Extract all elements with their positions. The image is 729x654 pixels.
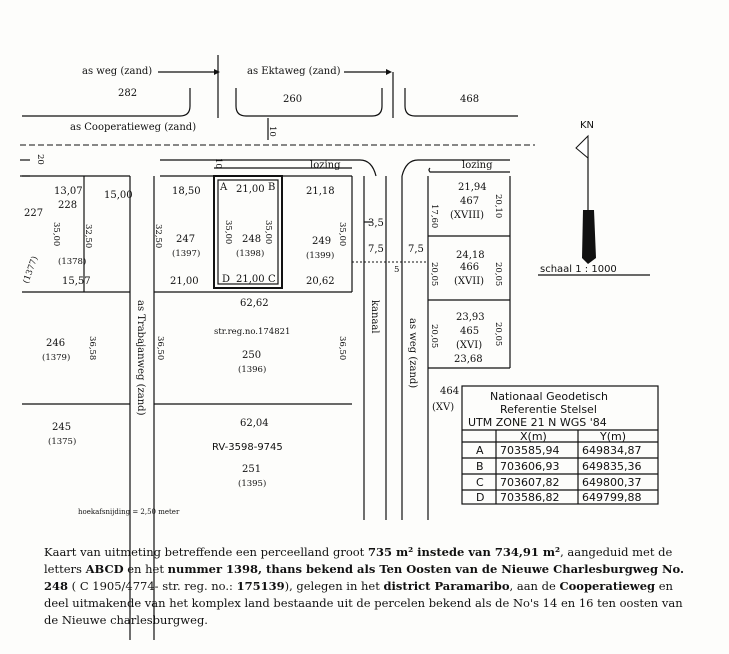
corner-B: B [268, 182, 276, 193]
dim-15-00: 15,00 [104, 190, 133, 201]
caption-text: Kaart van uitmeting betreffende een perceelland groot [44, 545, 368, 559]
dim-21-18: 21,18 [306, 186, 335, 197]
caption-text: en het [123, 562, 168, 576]
dim-7-5a: 7,5 [368, 244, 384, 255]
dim-20-05a: 20,05 [429, 262, 439, 287]
coord-row-pt: A [476, 444, 484, 457]
parcel-260: 260 [283, 94, 303, 105]
dim-62-04: 62,04 [240, 418, 269, 429]
north-label: KN [580, 120, 595, 131]
caption-bold: nummer 1398, thans bekend als Ten Oosten van de Nieuwe Charlesburgweg No. 248 [44, 562, 684, 593]
dim-35-00-d: 35,00 [337, 222, 347, 247]
coord-row-x: 703586,82 [500, 491, 560, 504]
dim-7-5b: 7,5 [408, 244, 424, 255]
parcel-XV: (XV) [432, 402, 455, 413]
parcel-XVI: (XVI) [456, 340, 483, 351]
dim-36-50b: 36,50 [337, 336, 347, 361]
dim-20: 20 [35, 154, 45, 165]
dim-35-00-c: 35,00 [263, 220, 273, 245]
caption-bold: Cooperatieweg [559, 579, 656, 593]
dim-20-05d: 20,05 [493, 322, 503, 347]
parcel-467: 467 [460, 196, 480, 207]
coord-row-x: 703607,82 [500, 476, 560, 489]
parcel-XVII: (XVII) [454, 276, 485, 287]
caption-text: , aangeduid met de letters [44, 545, 673, 576]
parcel-465: 465 [460, 326, 480, 337]
parcel-464: 464 [440, 386, 460, 397]
road-label-lozing-2: lozing [462, 160, 493, 171]
parcel-228: 228 [58, 200, 78, 211]
hoekafsnijding-note: hoekafsnijding = 2,50 meter [78, 508, 180, 516]
caption-bold: 735 m² instede van 734,91 m² [367, 545, 561, 559]
dim-13-07: 13,07 [54, 186, 83, 197]
dim-10b: 10 [213, 158, 223, 169]
dim-20-10: 20,10 [493, 194, 503, 219]
parcel-1379: (1379) [42, 353, 71, 363]
coord-row-y: 649799,88 [582, 491, 642, 504]
parcel-246: 246 [46, 338, 66, 349]
caption-bold: ABCD [85, 562, 124, 576]
coord-table-title1: Nationaal Geodetisch [490, 390, 608, 403]
dim-17-60: 17,60 [429, 204, 439, 229]
caption-text: en deel uitmakende van het komplex land bestaande uit de percelen bekend als de No's 14 en 16 ten oosten van de Nieuwe charlesburgweg. [44, 579, 683, 627]
dim-21-00-bottom: 21,00 [236, 274, 265, 285]
caption-text: ), gelegen in het [284, 579, 384, 593]
dim-21-00-b: 21,00 [170, 276, 199, 287]
parcel-1395: (1395) [238, 479, 267, 489]
road-label-kanaal: kanaal [369, 300, 380, 334]
coord-row-pt: B [476, 460, 484, 473]
road-label-ektaweg: as Ektaweg (zand) [247, 66, 341, 77]
coord-table-title2: Referentie Stelsel [500, 403, 597, 416]
dim-10a: 10 [267, 126, 277, 137]
dim-18-50: 18,50 [172, 186, 201, 197]
dim-32-50-b: 32,50 [153, 224, 163, 249]
dim-35-00-b: 35,00 [223, 220, 233, 245]
coord-table-col-x: X(m) [520, 430, 547, 443]
parcel-249: 249 [312, 236, 332, 247]
coord-row-y: 649800,37 [582, 476, 642, 489]
dim-15-57: 15,57 [62, 276, 91, 287]
caption-bold: district Paramaribo [383, 579, 510, 593]
dim-32-50-a: 32,50 [83, 224, 93, 249]
parcel-XVIII: (XVIII) [450, 210, 484, 221]
coord-row-pt: D [476, 491, 485, 504]
parcel-1397: (1397) [172, 249, 201, 259]
parcel-282: 282 [118, 88, 138, 99]
parcel-468: 468 [460, 94, 480, 105]
parcel-rv: RV-3598-9745 [212, 442, 283, 453]
corner-A: A [220, 182, 228, 193]
parcel-1375: (1375) [48, 437, 77, 447]
dim-36-58: 36,58 [87, 336, 97, 361]
road-label-as-weg-top: as weg (zand) [82, 66, 153, 77]
corner-D: D [222, 274, 231, 285]
map-caption [44, 544, 684, 629]
dim-20-62: 20,62 [306, 276, 335, 287]
dim-23-68: 23,68 [454, 354, 483, 365]
parcel-1377: (1377) [21, 255, 41, 286]
parcel-251: 251 [242, 464, 262, 475]
parcel-248: 248 [242, 234, 262, 245]
dim-35-00-a: 35,00 [51, 222, 61, 247]
dim-3-5: 3,5 [368, 218, 384, 229]
coord-row-y: 649835,36 [582, 460, 642, 473]
caption-text: , aan de [509, 579, 560, 593]
coord-row-y: 649834,87 [582, 444, 642, 457]
dim-36-50a: 36,50 [155, 336, 165, 361]
coord-row-x: 703585,94 [500, 444, 560, 457]
parcel-245: 245 [52, 422, 72, 433]
coord-row-pt: C [476, 476, 484, 489]
road-label-trabajanweg: as Trabajanweg (zand) [135, 300, 146, 416]
dim-20-05b: 20,05 [493, 262, 503, 287]
dim-21-94: 21,94 [458, 182, 487, 193]
parcel-1399: (1399) [306, 251, 335, 261]
coord-row-x: 703606,93 [500, 460, 560, 473]
dim-24-18: 24,18 [456, 250, 485, 261]
dim-20-05c: 20,05 [429, 324, 439, 349]
parcel-1396: (1396) [238, 365, 267, 375]
dim-5: 5 [394, 265, 400, 275]
dim-62-62: 62,62 [240, 298, 269, 309]
parcel-strreg: str.reg.no.174821 [214, 327, 291, 337]
dim-21-00-top: 21,00 [236, 184, 265, 195]
road-label-lozing-1: lozing [310, 160, 341, 171]
coord-table-title3: UTM ZONE 21 N WGS '84 [468, 416, 607, 429]
coord-table-col-y: Y(m) [600, 430, 627, 443]
corner-C: C [268, 274, 276, 285]
parcel-466: 466 [460, 262, 480, 273]
dim-23-93: 23,93 [456, 312, 485, 323]
road-label-cooperatieweg: as Cooperatieweg (zand) [70, 122, 197, 133]
parcel-250: 250 [242, 350, 262, 361]
road-label-as-weg-right: as weg (zand) [407, 318, 418, 389]
parcel-1398: (1398) [236, 249, 265, 259]
parcel-247: 247 [176, 234, 196, 245]
coord-table [468, 390, 642, 504]
parcel-227: 227 [24, 208, 44, 219]
caption-bold: 175139 [236, 579, 285, 593]
scale-label: schaal 1 : 1000 [540, 264, 617, 275]
caption-text: ( C 1905/4774- str. reg. no.: [68, 579, 237, 593]
parcel-1378: (1378) [58, 257, 87, 267]
